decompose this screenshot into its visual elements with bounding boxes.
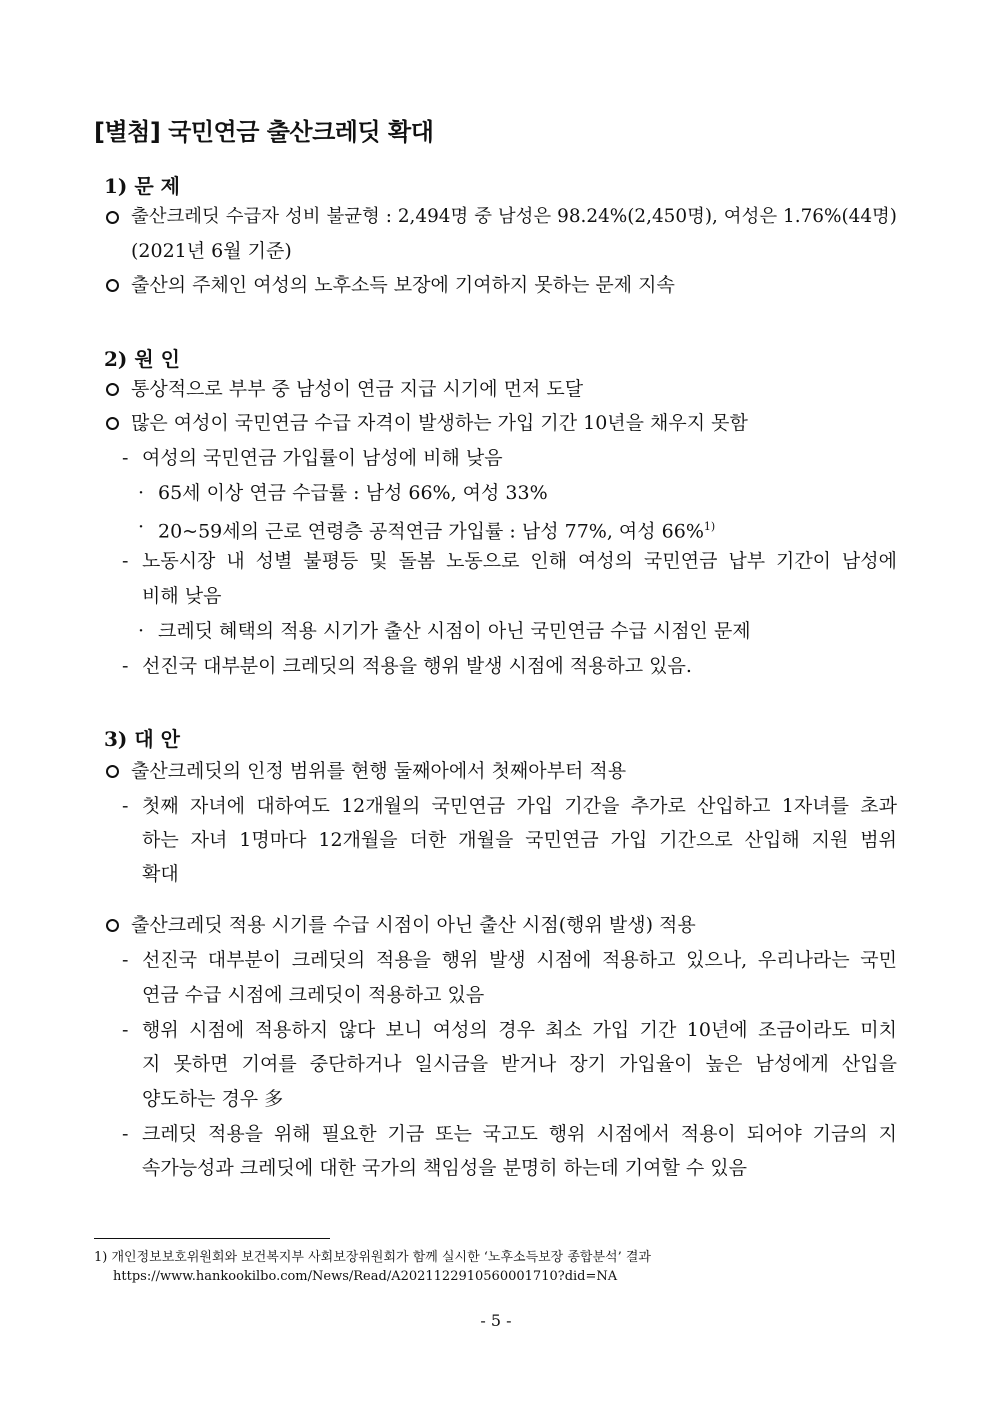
section-heading-solution: 3) 대 안: [104, 727, 180, 751]
section-heading-cause: 2) 원 인: [104, 347, 180, 371]
cause-dash-1: 여성의 국민연금 가입률이 남성에 비해 낮음: [142, 447, 503, 469]
cause-dash-2: 노동시장 내 성별 불평등 및 돌봄 노동으로 인해 여성의 국민연금 납부 기간이 남성에: [142, 550, 897, 572]
circle-bullet-icon: [106, 417, 119, 430]
dot-marker: ·: [138, 516, 145, 538]
section-heading-problem: 1) 문 제: [104, 174, 180, 198]
cause-bullet-2: 많은 여성이 국민연금 수급 자격이 발생하는 가입 기간 10년을 채우지 못함: [131, 412, 748, 434]
dot-marker: ·: [138, 620, 145, 642]
problem-bullet-1: 출산크레딧 수급자 성비 불균형 : 2,494명 중 남성은 98.24%(2,450명), 여성은 1.76%(44명): [131, 206, 897, 227]
footnote-link[interactable]: https://www.hankookilbo.com/News/Read/A2021122910560001710?did=NA: [113, 1269, 618, 1284]
dash-marker: -: [122, 949, 129, 971]
cause-dash-2-cont: 비해 낮음: [142, 585, 222, 607]
circle-bullet-icon: [106, 279, 119, 292]
problem-bullet-2: 출산의 주체인 여성의 노후소득 보장에 기여하지 못하는 문제 지속: [131, 274, 675, 296]
footnote-text: 1) 개인정보보호위원회와 보건복지부 사회보장위원회가 함께 실시한 ‘노후소득보장 종합분석’ 결과: [94, 1250, 651, 1265]
cause-dash-1-sub-1: 65세 이상 연금 수급률 : 남성 66%, 여성 33%: [158, 482, 548, 504]
cause-dash-3: 선진국 대부분이 크레딧의 적용을 행위 발생 시점에 적용하고 있음.: [142, 655, 692, 677]
dot-marker: ·: [138, 482, 145, 504]
solution-bullet-1: 출산크레딧의 인정 범위를 현행 둘째아에서 첫째아부터 적용: [131, 760, 627, 782]
footnote-divider: [94, 1238, 330, 1239]
circle-bullet-icon: [106, 211, 119, 224]
dash-marker: -: [122, 550, 129, 572]
solution-bullet-2: 출산크레딧 적용 시기를 수급 시점이 아닌 출산 시점(행위 발생) 적용: [131, 914, 696, 936]
solution-bullet-2-dash-2-cont2: 양도하는 경우 多: [142, 1088, 284, 1110]
dash-marker: -: [122, 655, 129, 677]
page-title: [별첨] 국민연금 출산크레딧 확대: [94, 118, 434, 146]
cause-dash-1-sub-2: [158, 514, 715, 544]
solution-bullet-2-dash-2: 행위 시점에 적용하지 않다 보니 여성의 경우 최소 가입 기간 10년에 조금이라도 미치: [142, 1019, 897, 1041]
solution-bullet-2-dash-3: 크레딧 적용을 위해 필요한 기금 또는 국고도 행위 시점에서 적용이 되어야 기금의 지: [142, 1123, 897, 1145]
cause-dash-1-sub-2-text: 20~59세의 근로 연령층 공적연금 가입률 : 남성 77%, 여성 66%: [158, 520, 704, 543]
solution-bullet-2-dash-3-cont: 속가능성과 크레딧에 대한 국가의 책임성을 분명히 하는데 기여할 수 있음: [142, 1157, 747, 1179]
dash-marker: -: [122, 1019, 129, 1041]
dash-marker: -: [122, 795, 129, 817]
solution-bullet-2-dash-1-cont: 연금 수급 시점에 크레딧이 적용하고 있음: [142, 984, 485, 1006]
circle-bullet-icon: [106, 919, 119, 932]
solution-bullet-1-dash-1-cont2: 확대: [142, 863, 179, 885]
circle-bullet-icon: [106, 765, 119, 778]
page-number: - 5 -: [480, 1311, 512, 1330]
cause-dash-2-sub-1: 크레딧 혜택의 적용 시기가 출산 시점이 아닌 국민연금 수급 시점인 문제: [158, 620, 751, 642]
dash-marker: -: [122, 447, 129, 469]
cause-bullet-1: 통상적으로 부부 중 남성이 연금 지급 시기에 먼저 도달: [131, 378, 584, 400]
solution-bullet-2-dash-1: 선진국 대부분이 크레딧의 적용을 행위 발생 시점에 적용하고 있으나, 우리나라는 국민: [142, 949, 897, 971]
problem-bullet-1-cont: (2021년 6월 기준): [131, 240, 292, 262]
circle-bullet-icon: [106, 383, 119, 396]
solution-bullet-1-dash-1: 첫째 자녀에 대하여도 12개월의 국민연금 가입 기간을 추가로 산입하고 1자녀를 초과: [142, 795, 897, 817]
footnote-ref[interactable]: 1): [703, 520, 716, 533]
dash-marker: -: [122, 1123, 129, 1145]
solution-bullet-2-dash-2-cont: 지 못하면 기여를 중단하거나 일시금을 받거나 장기 가입율이 높은 남성에게 산입을: [142, 1053, 897, 1075]
solution-bullet-1-dash-1-cont: 하는 자녀 1명마다 12개월을 더한 개월을 국민연금 가입 기간으로 산입해 지원 범위: [142, 829, 897, 851]
